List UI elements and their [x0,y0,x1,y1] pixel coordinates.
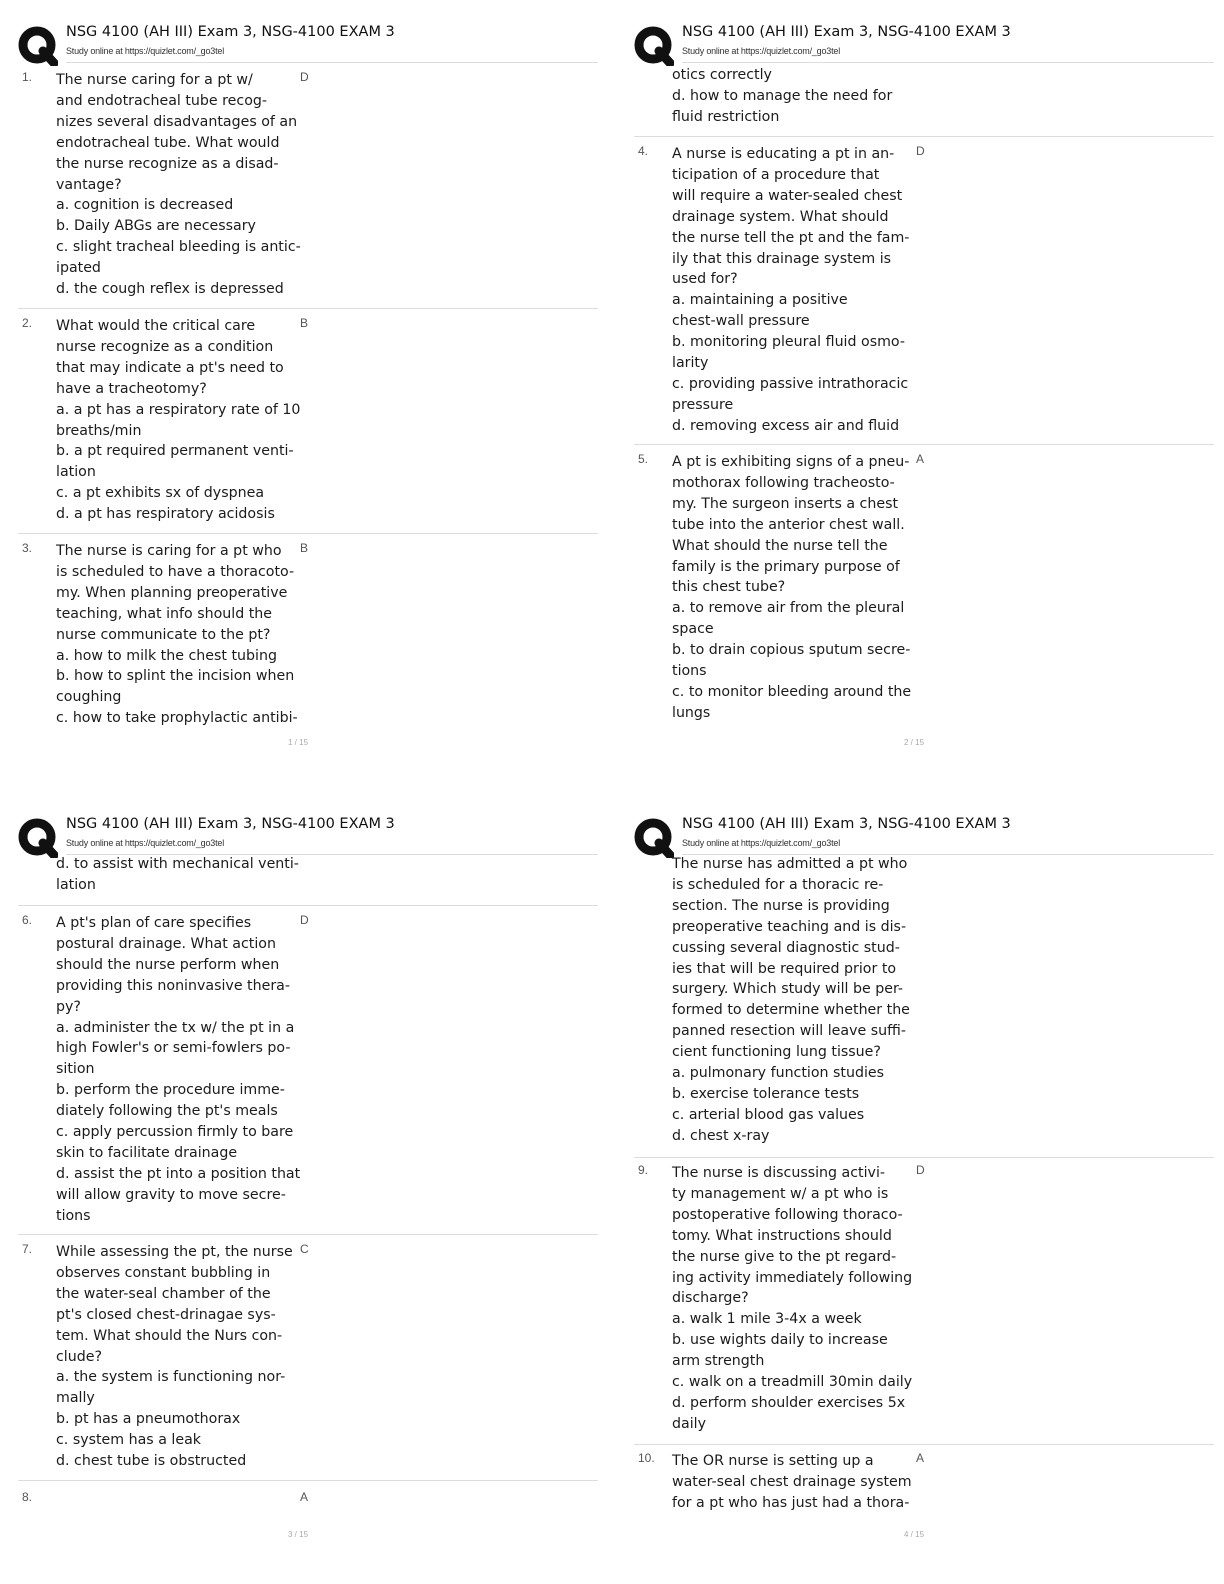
text-line: A nurse is educating a pt in an- [672,146,895,162]
text-line: b. how to splint the incision when [56,668,295,685]
quizlet-logo-icon [18,26,58,66]
text-line: breaths/min [56,422,142,439]
question-text [56,1242,302,1472]
text-line: d. removing excess air and fluid [672,417,900,434]
text-line: ily that this drainage system is [672,250,892,267]
document-title: NSG 4100 (AH III) Exam 3, NSG-4100 EXAM 3 [66,24,395,40]
answer-letter: A [916,1451,925,1465]
question-number: 6. [22,913,33,927]
study-online-link[interactable]: Study online at https://quizlet.com/_go3tel [66,46,225,56]
answer-letter: B [300,316,309,330]
text-line: c. providing passive intrathoracic [672,375,909,392]
question-divider [18,1480,598,1481]
question-text [672,65,918,128]
document-title: NSG 4100 (AH III) Exam 3, NSG-4100 EXAM 3 [66,816,395,832]
question-divider [634,1444,1214,1445]
text-line: c. apply percussion firmly to bare [56,1124,294,1141]
text-line: b. use wights daily to increase [672,1332,888,1349]
answer-letter: A [916,452,925,466]
study-online-link[interactable]: Study online at https://quizlet.com/_go3tel [682,838,841,848]
question-number: 2. [22,316,33,330]
text-line: a. to remove air from the pleural [672,600,905,617]
text-line: nizes several disadvantages of an [56,113,298,130]
text-line: used for? [672,271,738,288]
text-line: d. how to manage the need for [672,87,893,104]
text-line: d. a pt has respiratory acidosis [56,506,275,523]
text-line: nurse recognize as a condition [56,338,274,355]
question-number: 5. [638,452,649,466]
text-line: arm strength [672,1353,765,1370]
text-line: c. slight tracheal bleeding is antic- [56,239,301,256]
text-line: formed to determine whether the [672,1002,910,1019]
text-line: sition [56,1061,95,1078]
text-line: water-seal chest drainage system [672,1473,912,1490]
text-line: d. perform shoulder exercises 5x [672,1394,906,1411]
text-line: otics correctly [672,67,772,83]
page-number: 4 / 15 [904,1530,925,1539]
text-line: tem. What should the Nurs con- [56,1327,283,1344]
text-line: clude? [56,1348,102,1365]
question-text [672,1163,918,1435]
text-line: ty management w/ a pt who is [672,1185,889,1202]
text-line: What should the nurse tell the [672,537,888,554]
text-line: d. the cough reflex is depressed [56,281,284,298]
text-line: tomy. What instructions should [672,1227,892,1244]
text-line: ing activity immediately following [672,1269,913,1286]
text-line: high Fowler's or semi-fowlers po- [56,1040,291,1057]
text-line: c. walk on a treadmill 30min daily [672,1374,913,1391]
answer-letter: C [300,1242,309,1256]
question-number: 9. [638,1163,649,1177]
text-line: While assessing the pt, the nurse [56,1244,293,1260]
question-text [672,144,918,437]
page-number: 2 / 15 [904,738,925,747]
text-line: skin to facilitate drainage [56,1144,238,1161]
text-line: postural drainage. What action [56,935,276,952]
text-line: lation [56,464,96,481]
text-line: endotracheal tube. What would [56,134,280,151]
text-line: drainage system. What should [672,208,889,225]
page-number: 3 / 15 [288,1530,309,1539]
text-line: c. a pt exhibits sx of dyspnea [56,485,265,502]
text-line: that may indicate a pt's need to [56,359,284,376]
text-line: mally [56,1390,95,1407]
text-line: providing this noninvasive thera- [56,977,290,994]
text-line: b. a pt required permanent venti- [56,443,294,460]
quizlet-logo-icon [634,818,674,858]
question-number: 10. [638,1451,655,1465]
text-line: a. walk 1 mile 3-4x a week [672,1311,862,1328]
question-divider [18,308,598,309]
answer-letter: D [916,144,925,158]
question-text [56,316,302,525]
text-line: is scheduled to have a thoracoto- [56,563,295,580]
text-line: a. the system is functioning nor- [56,1369,286,1386]
question-divider [18,905,598,906]
question-number: 7. [22,1242,33,1256]
text-line: ipated [56,260,101,277]
text-line: b. perform the procedure imme- [56,1082,285,1099]
text-line: section. The nurse is providing [672,897,890,914]
question-text [672,1451,918,1514]
text-line: pressure [672,396,734,413]
text-line: is scheduled for a thoracic re- [672,876,884,893]
page-1 [18,22,598,782]
text-line: The nurse caring for a pt w/ [56,72,253,88]
answer-letter: D [300,70,309,84]
text-line: vantage? [56,176,122,193]
text-line: my. When planning preoperative [56,584,288,601]
text-line: and endotracheal tube recog- [56,92,268,109]
text-line: will allow gravity to move secre- [56,1186,286,1203]
text-line: larity [672,355,709,372]
text-line: my. The surgeon inserts a chest [672,495,899,512]
text-line: d. chest tube is obstructed [56,1453,247,1470]
question-text [56,541,302,729]
page-header [634,22,1214,64]
document-title: NSG 4100 (AH III) Exam 3, NSG-4100 EXAM 3 [682,816,1011,832]
text-line: this chest tube? [672,579,786,596]
text-line: py? [56,998,81,1015]
question-text [672,854,918,1147]
text-line: daily [672,1415,706,1432]
text-line: should the nurse perform when [56,956,280,973]
text-line: The OR nurse is setting up a [672,1453,874,1469]
text-line: space [672,621,714,638]
text-line: A pt is exhibiting signs of a pneu- [672,454,910,470]
question-divider [18,1234,598,1235]
text-line: a. maintaining a positive [672,292,848,309]
question-divider [18,533,598,534]
page-2 [634,22,1214,782]
text-line: a. a pt has a respiratory rate of 10 [56,401,301,418]
text-line: lation [56,876,96,893]
text-line: pt's closed chest-drinagae sys- [56,1306,276,1323]
text-line: c. how to take prophylactic antibi- [56,710,298,727]
question-divider [634,444,1214,445]
text-line: b. Daily ABGs are necessary [56,218,256,235]
text-line: a. cognition is decreased [56,197,234,214]
page-3 [18,814,598,1574]
text-line: chest-wall pressure [672,313,810,330]
study-online-link[interactable]: Study online at https://quizlet.com/_go3tel [66,838,225,848]
text-line: b. monitoring pleural fluid osmo- [672,334,905,351]
text-line: family is the primary purpose of [672,558,900,575]
text-line: the nurse recognize as a disad- [56,155,279,172]
text-line: What would the critical care [56,318,256,334]
question-number: 4. [638,144,649,158]
page-4 [634,814,1214,1574]
text-line: The nurse has admitted a pt who [672,856,908,872]
text-line: ticipation of a procedure that [672,166,880,183]
text-line: tube into the anterior chest wall. [672,516,905,533]
text-line: coughing [56,689,122,706]
text-line: c. system has a leak [56,1432,201,1449]
quizlet-logo-icon [18,818,58,858]
text-line: surgery. Which study will be per- [672,981,904,998]
text-line: ies that will be required prior to [672,960,897,977]
text-line: postoperative following thoraco- [672,1206,903,1223]
question-divider [634,136,1214,137]
text-line: The nurse is caring for a pt who [56,543,282,559]
text-line: for a pt who has just had a thora- [672,1494,910,1511]
question-number: 1. [22,70,33,84]
text-line: tions [56,1207,91,1224]
header-divider [66,62,598,63]
text-line: cient functioning lung tissue? [672,1044,881,1061]
text-line: b. pt has a pneumothorax [56,1411,241,1428]
answer-letter: A [300,1490,309,1504]
question-text [56,70,302,300]
text-line: the nurse give to the pt regard- [672,1248,897,1265]
text-line: a. administer the tx w/ the pt in a [56,1019,295,1036]
text-line: panned resection will leave suffi- [672,1023,906,1040]
text-line: preoperative teaching and is dis- [672,918,907,935]
text-line: a. pulmonary function studies [672,1065,885,1082]
header-divider [682,62,1214,63]
text-line: b. to drain copious sputum secre- [672,642,911,659]
question-text [672,452,918,724]
quizlet-logo-icon [634,26,674,66]
text-line: A pt's plan of care specifies [56,915,252,931]
text-line: discharge? [672,1290,749,1307]
answer-letter: D [300,913,309,927]
text-line: d. assist the pt into a position that [56,1165,301,1182]
page-number: 1 / 15 [288,738,309,747]
text-line: cussing several diagnostic stud- [672,939,900,956]
text-line: will require a water-sealed chest [672,187,903,204]
answer-letter: B [300,541,309,555]
text-line: lungs [672,704,711,721]
text-line: the water-seal chamber of the [56,1285,271,1302]
study-online-link[interactable]: Study online at https://quizlet.com/_go3tel [682,46,841,56]
page-header [18,814,598,856]
text-line: teaching, what info should the [56,605,273,622]
answer-letter: D [916,1163,925,1177]
text-line: mothorax following tracheosto- [672,474,895,491]
page-header [18,22,598,64]
question-text [56,854,302,896]
text-line: a. how to milk the chest tubing [56,647,277,664]
text-line: d. chest x-ray [672,1127,770,1144]
text-line: c. arterial blood gas values [672,1106,865,1123]
text-line: b. exercise tolerance tests [672,1085,860,1102]
text-line: observes constant bubbling in [56,1264,271,1281]
text-line: the nurse tell the pt and the fam- [672,229,910,246]
text-line: have a tracheotomy? [56,380,207,397]
text-line: tions [672,663,707,680]
document-title: NSG 4100 (AH III) Exam 3, NSG-4100 EXAM 3 [682,24,1011,40]
text-line: diately following the pt's meals [56,1103,278,1120]
text-line: nurse communicate to the pt? [56,626,271,643]
page-header [634,814,1214,856]
text-line: fluid restriction [672,108,780,125]
question-divider [634,1157,1214,1158]
text-line: The nurse is discussing activi- [672,1165,886,1181]
question-text [56,913,302,1227]
text-line: c. to monitor bleeding around the [672,683,912,700]
question-number: 8. [22,1490,33,1504]
question-number: 3. [22,541,33,555]
text-line: d. to assist with mechanical venti- [56,856,299,872]
